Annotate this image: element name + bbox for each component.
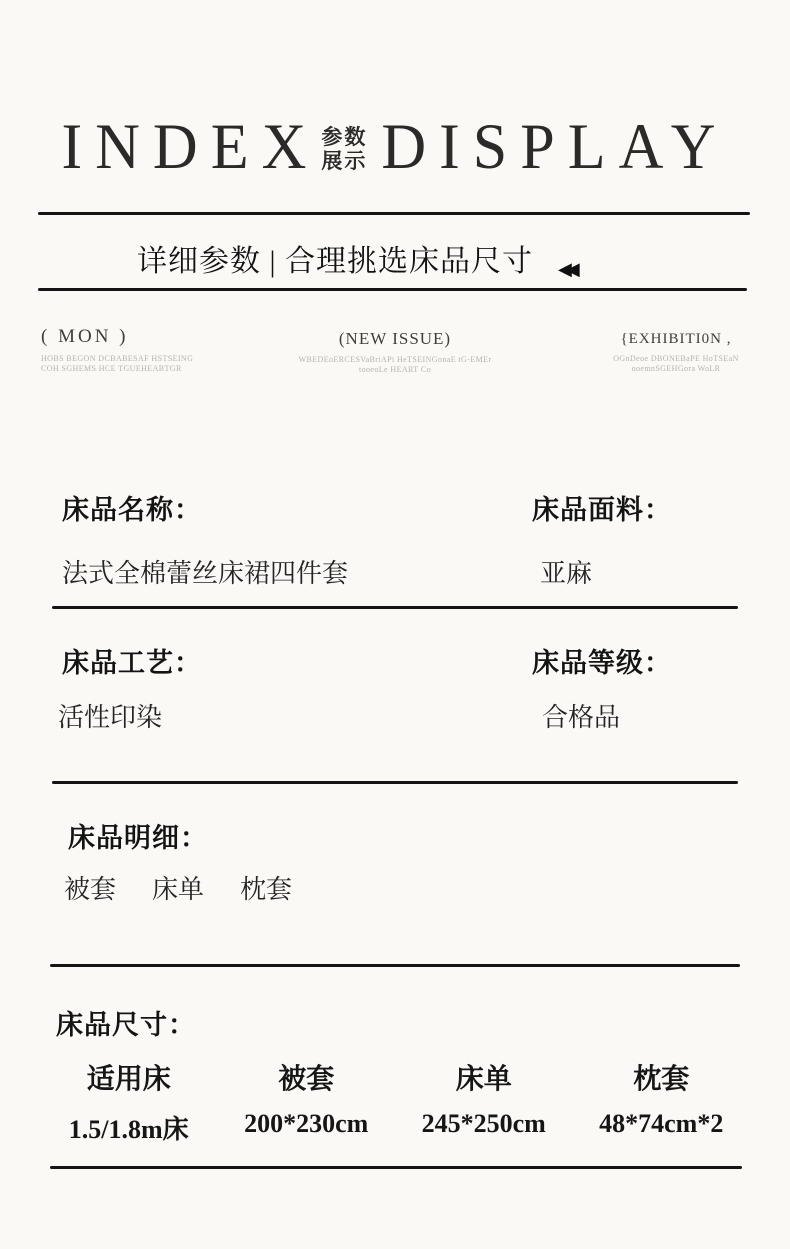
double-left-arrows-icon: ◀◀ [558, 259, 574, 279]
info-column-mon-line1: HOBS BEGON DCBABESAF HSTSEING [41, 354, 194, 363]
size-table-value: 245*250cm [421, 1109, 546, 1138]
size-table-value-row [40, 1109, 750, 1146]
set-detail-item: 枕套 [240, 875, 293, 904]
size-table-value: 48*74cm*2 [599, 1109, 724, 1138]
info-column-new-issue-line2: tooeoLe HEART Co [359, 365, 431, 375]
fabric-value: 亚麻 [540, 559, 593, 588]
info-column-exhibition-line1: OGnDeoe DBONEBaPE HoTSEaN [613, 354, 739, 363]
divider-top [38, 212, 750, 215]
info-column-mon-line2: COH SGHEMS HCE TGUEHEABTGR [41, 364, 182, 374]
hero-word-display: DISPLAY [381, 111, 729, 183]
divider-row1 [52, 606, 738, 609]
set-detail-item: 床单 [152, 875, 205, 904]
info-column-exhibition [576, 331, 776, 375]
craft-label: 床品工艺： [62, 648, 202, 678]
size-table-header: 被套 [278, 1064, 335, 1095]
info-column-exhibition-title: {EXHIBITI0N , [620, 331, 732, 347]
subtitle-text: 详细参数 | 合理挑选床品尺寸 [137, 245, 534, 278]
product-name-label: 床品名称： [62, 495, 202, 525]
divider-subtitle [38, 288, 747, 291]
size-table-value: 1.5/1.8m床 [68, 1115, 189, 1144]
fabric-label: 床品面料： [532, 495, 672, 525]
info-column-mon-title: ( MON ) [41, 326, 129, 347]
hero-title [0, 112, 790, 183]
info-column-new-issue-title: (NEW ISSUE) [338, 329, 452, 348]
grade-label: 床品等级： [532, 648, 672, 678]
size-table-header: 床单 [455, 1064, 512, 1095]
divider-row3 [50, 964, 740, 967]
hero-stacked-caption [321, 126, 367, 173]
info-column-exhibition-line2: ooemnSGEHGora WoLR [631, 364, 721, 374]
product-name-value: 法式全棉蕾丝床裙四件套 [62, 559, 349, 588]
craft-value: 活性印染 [58, 703, 163, 732]
hero-stack-bottom: 展示 [321, 148, 368, 173]
size-section-label: 床品尺寸： [56, 1010, 196, 1040]
size-table-value: 200*230cm [244, 1109, 369, 1138]
grade-value: 合格品 [542, 703, 621, 732]
info-column-exhibition-smalltext [576, 354, 776, 375]
set-detail-label: 床品明细： [68, 823, 208, 853]
set-detail-item: 被套 [64, 875, 117, 904]
set-detail-items [64, 869, 292, 906]
info-column-new-issue-line1: WBEDEoERCESVaBriAPi HeTSEINGonaE tG-EMEr [298, 355, 492, 364]
size-table-header: 适用床 [86, 1064, 171, 1095]
hero-word-index: INDEX [61, 111, 320, 183]
hero-stack-top: 参数 [321, 124, 368, 149]
size-table-header-row [40, 1057, 750, 1097]
divider-row2 [52, 781, 738, 784]
divider-bottom [50, 1166, 742, 1169]
size-table-header: 枕套 [633, 1064, 690, 1095]
